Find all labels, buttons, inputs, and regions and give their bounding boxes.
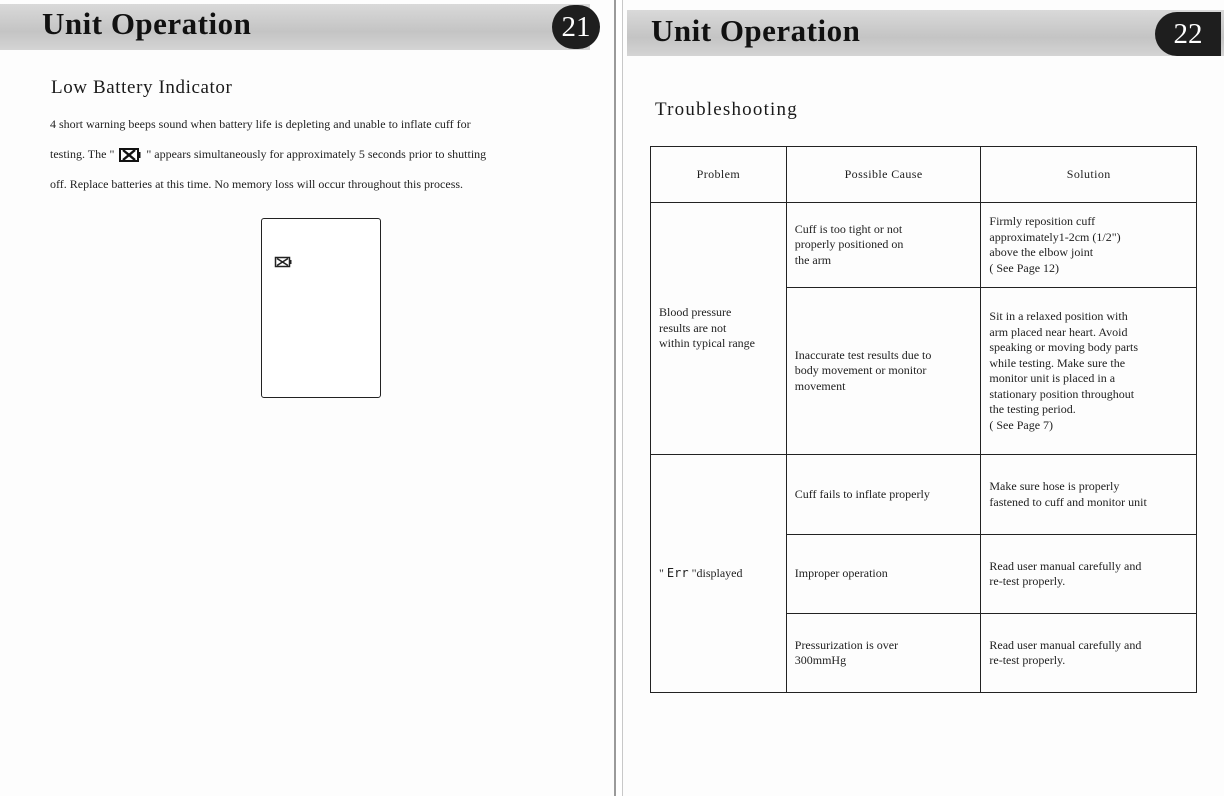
solution-cell: Make sure hose is properly fastened to cuff and monitor unit [981, 455, 1197, 535]
body-text-fragment: " appears simultaneously for approximately 5 seconds prior to shutting [146, 146, 487, 161]
solution-cell: Read user manual carefully and re-test properly. [981, 535, 1197, 614]
page-number-badge: 22 [1155, 12, 1221, 56]
table-row [651, 203, 1197, 288]
section-heading: Troubleshooting [655, 99, 798, 120]
table-header-row [651, 147, 1197, 203]
cause-cell: Cuff fails to inflate properly [786, 455, 981, 535]
page-number-badge: 21 [552, 5, 600, 49]
problem-text-prefix: " [659, 565, 667, 580]
table-row [651, 455, 1197, 535]
body-text-fragment: testing. The " [50, 146, 115, 161]
page-title: Unit Operation [651, 13, 861, 48]
column-header-solution: Solution [981, 147, 1197, 203]
section-heading: Low Battery Indicator [51, 77, 233, 98]
right-page [622, 0, 1224, 796]
low-battery-icon [274, 254, 294, 270]
problem-cell [651, 455, 787, 693]
troubleshooting-table [650, 146, 1197, 693]
cause-cell: Cuff is too tight or not properly positioned on the arm [786, 203, 981, 288]
column-header-cause: Possible Cause [786, 147, 981, 203]
cause-cell: Pressurization is over 300mmHg [786, 614, 981, 693]
solution-cell: Firmly reposition cuff approximately1-2cm (1/2") above the elbow joint ( See Page 12) [981, 203, 1197, 288]
error-code: Err [666, 565, 689, 580]
page-title: Unit Operation [42, 6, 252, 41]
solution-cell: Read user manual carefully and re-test properly. [981, 614, 1197, 693]
problem-text-suffix: "displayed [688, 565, 743, 580]
problem-cell: Blood pressure results are not within typical range [651, 203, 787, 455]
lcd-display-illustration [261, 218, 381, 398]
low-battery-icon [119, 146, 141, 164]
column-header-problem: Problem [651, 147, 787, 203]
body-text-line [50, 146, 486, 164]
body-text-line: 4 short warning beeps sound when battery life is depleting and unable to inflate cuff for [50, 117, 471, 131]
cause-cell: Improper operation [786, 535, 981, 614]
body-text-line: off. Replace batteries at this time. No memory loss will occur throughout this process. [50, 177, 464, 191]
cause-cell: Inaccurate test results due to body movement or monitor movement [786, 288, 981, 455]
solution-cell: Sit in a relaxed position with arm placed near heart. Avoid speaking or moving body parts while testing. Make sure the monitor unit is placed in a stationary position throughout the testing period. ( See Page 7) [981, 288, 1197, 455]
